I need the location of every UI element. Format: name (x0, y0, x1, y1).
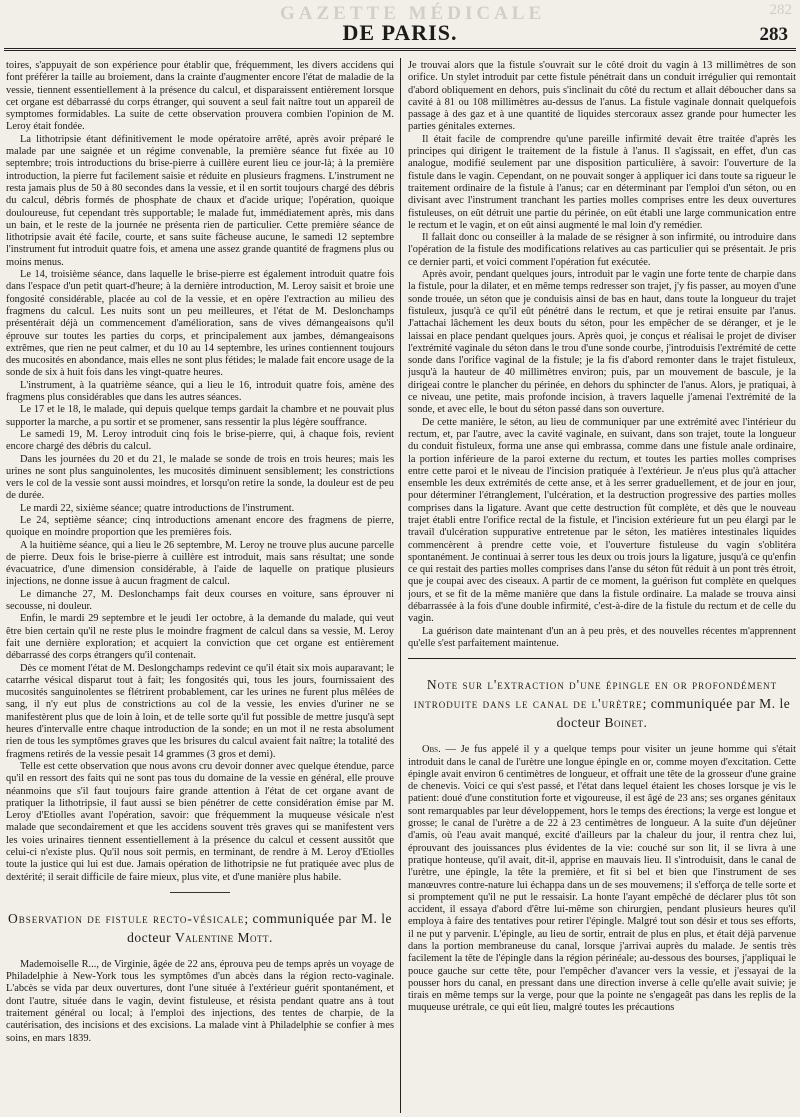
section-title: Observation de fistule recto-vésicale (8, 910, 245, 926)
right-column (408, 60, 796, 1110)
paragraph: Le dimanche 27, M. Deslonchamps fait deux courses en voiture, sans éprouver ni secousse, ni douleur. (6, 588, 394, 613)
paragraph: Telle est cette observation que nous avons cru devoir donner avec quelque étendue, parce qu'il en ressort des faits qui ne sont pas tous du domaine de la vessie en général, elle prouve néanmoins que s'il faut toujours faire grande attention à l'état de cet organe avant de pratiquer la lithotripsie, il faut aussi se bien pénétrer de cette considération émise par M. Leroy d'Etiolles avant l'opération, savoir: que fréquemment la muqueuse vésicale n'est malade que secondairement et que les accidens souvent très graves qui se manifestent vers les voies urinaires tiennent essentiellement à la présence du calcul et cessent aussitôt que celui-ci n'existe plus. Qu'il nous soit permis, en terminant, de rendre à M. Leroy d'Etiolles toute la justice qui lui est due. Jamais opération de lithotripsie ne fut pratiquée avec plus de dextérité; il serait difficile de faire mieux, plus vite, et d'une manière plus habile. (6, 760, 394, 883)
observation-label: Obs. (422, 744, 441, 756)
section-author: Boinet. (604, 715, 648, 731)
page-header-title: DE PARIS. (342, 20, 458, 45)
section-author: Valentine Mott. (174, 929, 273, 945)
paragraph: A la huitième séance, qui a lieu le 26 septembre, M. Leroy ne trouve plus aucune parcelle de pierre. Deux fois le brise-pierre à cuillère est introduit, mais sans résultat; une sonde évacuatrice, d'une dimension considérable, à l'aide de laquelle on pratique plusieurs injections, ne donne issue à aucun fragment de calcul. (6, 539, 394, 588)
paragraph: Dès ce moment l'état de M. Deslongchamps redevint ce qu'il était six mois auparavant; le catarrhe vésical disparut tout à fait; les fongosités qui, tous les jours, fournissaient des mucosités sanguinolentes se flétrirent probablement, car les urines ne furent plus mêlées de sang, il n'y eut plus de constrictions au col de la vessie, les envies d'uriner ne se manifestèrent plus que de loin à loin, et de telle sorte qu'il fut possible de mettre jusqu'à sept heures d'intervalle entre chaque introduction de la sonde; en un mot il ne resta absolument rien de tous les symptômes graves que les brisures du calcul avaient fait naître; la totalité des fragmens retirés de la vessie pesait 14 grammes (3 gros et demi). (6, 662, 394, 760)
paragraph: Le 17 et le 18, le malade, qui depuis quelque temps gardait la chambre et ne pouvait plus supporter la marche, a pu sortir et se promener, sans ressentir la plus légère souffrance. (6, 404, 394, 428)
paragraph: L'instrument, à la quatrième séance, qui a lieu le 16, introduit quatre fois, amène des fragmens plus considérables que dans les autres séances. (6, 379, 394, 404)
left-column (6, 60, 394, 1110)
column-divider (400, 58, 401, 1113)
paragraph: De cette manière, le séton, au lieu de communiquer par une extrémité avec l'intérieur du rectum, et, par l'autre, avec la cavité vaginale, en suivant, dans son trajet, toute la longueur du conduit fistuleux, forma une anse qui embrassa, comme dans une fistule anale ordinaire, la portion inférieure de la paroi externe du rectum, et toutes les parties molles comprises entre cette paroi et le niveau de l'incision pratiquée à l'extérieur. Je n'eus plus qu'à attacher ensemble les deux extrémités de cette anse, et à les serrer graduellement, et de jour en jour, pour déterminer l'étranglement, l'ulcération, et la destruction progressive des parties molles comprises dans la ligature. Avant que cette destruction fût complète, et dès que le nouveau trajet établi entre l'orifice rectal de la fistule, et l'incision extérieure fut un peu élargi par le travail d'ulcération suppurative entretenue par le séton, les matières intestinales liquides commencèrent à prendre cette voie, et l'ouverture fistuleuse du vagin s'oblitéra spontanément. Je continuai à serrer tous les deux ou trois jours la ligature, jusqu'à ce qu'enfin ce qui restait des parties molles comprises dans l'anse du séton fût réduit à un pont très étroit, que je coupai avec des ciseaux. A partir de ce moment, la guérison fut complète en quelques jours, et se fit de la même manière que dans la fistule ordinaire. La malade se trouva ainsi débarrassée à la fois d'une double infirmité, c'est-à-dire de la fistule du rectum et de celle du vagin. (408, 416, 796, 625)
section-communicated: ; communiquée par M. le docteur (127, 910, 392, 945)
paragraph: La guérison date maintenant d'un an à peu près, et des nouvelles récentes m'apprennent qu'elle s'est parfaitement maintenue. (408, 625, 796, 649)
section-separator (408, 658, 796, 659)
paragraph: Le samedi 19, M. Leroy introduit cinq fois le brise-pierre, qui, à chaque fois, revient encore chargé des débris du calcul. (6, 428, 394, 453)
paragraph: Il fallait donc ou conseiller à la malade de se résigner à son infirmité, ou introduire dans l'opération de la fistule des modifications relatives au cas particulier qui se présentait. Je pris ce dernier parti, et voici comment l'opération fut exécutée. (408, 232, 796, 268)
paragraph: Après avoir, pendant quelques jours, introduit par le vagin une forte tente de charpie dans la fistule, pour la dilater, et en même temps redresser son trajet, j'y fis passer, au moyen d'une sonde trouée, un séton que je conduisis ainsi de bas en haut, dans toute la longueur du trajet fistuleux, jusqu'à ce qu'il eût pénétré dans le rectum, et que je retirai ensuite par l'anus. J'attachai lâchement les deux bouts du séton, pour les empêcher de se déranger, et je le laissai en place pendant quelques jours. Après quoi, je conçus et réalisai le projet de diviser l'extrémité vaginale du séton dans le trou d'une sonde courbe, j'introduisis l'extrémité de cette sonde dans l'orifice vaginal de la fistule; je la fis d'abord remonter dans le trajet fistuleux, jusqu'à la hauteur de 40 millimètres environ; puis, par un mouvement de bascule, je la dirigeai contre le plancher du périnée, en dehors du sphincter de l'anus. Alors, je pratiquai, à ce niveau, une petite, mais profonde incision, à travers laquelle j'amenai l'extrémité de la sonde, et avec elle, le bout du séton passé dans son ouverture. (408, 269, 796, 416)
section-separator (170, 892, 230, 893)
paragraph: Il était facile de comprendre qu'une pareille infirmité devait être traitée d'après les principes qui dirigent le traitement de la fistule à l'anus. Il s'agissait, en effet, d'un cas analogue, modifié seulement par une disposition particulière, à savoir: l'ouverture de la fistule dans le vagin. Cependant, on ne pouvait songer à appliquer ici dans toute sa rigueur le traitement ordinaire de la fistule à l'anus; car en déterminant par l'emploi d'un séton, ou en divisant avec l'instrument tranchant les parties molles comprises entre les deux ouvertures fistuleuses, on eût détruit une partie du périnée, on eût établi une large communication entre le rectum et le vagin, et on eût ainsi augmenté le mal loin d'y remédier. (408, 133, 796, 231)
header-rule (4, 48, 796, 51)
section-heading (408, 675, 796, 732)
section-title: Note sur l'extraction d'une épingle en or profondément introduite dans le canal de l'urètre (413, 677, 778, 712)
paragraph: La lithotripsie étant définitivement le mode opératoire arrêté, après avoir préparé le malade par une saignée et un régime convenable, la première séance fut fixée au 10 septembre; trois introductions du brise-pierre à cuillère eurent lieu ce jour-là; à la première introduction, la pierre fut facilement saisie et réduite en plusieurs fragmens. L'instrument ne resta jamais plus de 50 à 80 secondes dans la vessie, et il en sortit toujours chargé des débris du calcul, débris formés de phosphate de chaux et d'acide urique; l'opération, quoique douloureuse, fut cependant très supportable; le malade fut, immédiatement après, mis dans un bain, et le reste de la journée ne présenta rien de particulier. Cette première séance de lithotripsie avait été facile, courte, et sans suite fâcheuse aucune, le samedi 12 septembre l'instrument fut introduit quatre fois, et amena une assez grande quantité de fragmens plus ou moins menus. (6, 133, 394, 268)
bleed-through-page-number: 282 (769, 2, 792, 18)
paragraph: Le mardi 22, sixième séance; quatre introductions de l'instrument. (20, 502, 295, 514)
section-heading (6, 909, 394, 947)
paragraph: Mademoiselle R..., de Virginie, âgée de 22 ans, éprouva peu de temps après un voyage de Philadelphie à New-York tous les symptômes d'un abcès dans la région recto-vaginale. L'abcès se vida par deux ouvertures, dont l'une située à l'extérieur guérit spontanément, et dont l'autre, située dans le vagin, devint fistuleuse, et résista pendant quatre ans à tout traitement général ou local; à l'emploi des injections, des tentes de charpie, de la cautérisation, des incisions et des excisions. La malade vint à Philadelphie se confier à mes soins, en mars 1839. (6, 958, 394, 1044)
paragraph: toires, s'appuyait de son expérience pour établir que, fréquemment, les divers accidens qui font préférer la taille au broiement, dans la crainte d'augmenter encore l'état de maladie de la vessie, tiennent essentiellement à la présence du calcul, et disparaissent entièrement lorsque cet organe est débarrassé du corps étranger, qui souvent a seul fait naître tout un appareil de symptomes formidables. La suite de cette observation prouvera combien l'opinion de M. Leroy était fondée. (6, 60, 394, 133)
bleed-through-header: GAZETTE MÉDICALE (280, 3, 546, 24)
paragraph: Je trouvai alors que la fistule s'ouvrait sur le côté droit du vagin à 13 millimètres de son orifice. Un stylet introduit par cette fistule pénétrait dans un conduit irrégulier qui remontait d'abord obliquement en dehors, puis s'inclinait du côté du rectum et allait déboucher dans sa cavité à 81 ou 108 millimètres au-dessus de l'anus. La fistule vaginale donnait quelquefois passage à des gaz et à une quantité de liquides stercoraux assez grande pour humecter les parties génitales externes. (408, 60, 796, 133)
paragraph: Enfin, le mardi 29 septembre et le jeudi 1er octobre, à la demande du malade, qui veut être bien certain qu'il ne reste plus le moindre fragment de calcul dans sa vessie, M. Leroy fait une dernière exploration; et acquiert la conviction que cet organe est entièrement débarrassé des corps étrangers qu'il contenait. (6, 613, 394, 662)
paragraph: — Je fus appelé il y a quelque temps pour visiter un jeune homme qui s'était introduit dans le canal de l'urètre une longue épingle en or, comme moyen d'excitation. Cette épingle avait environ 6 centimètres de longueur, et offrait une tête de la grosseur d'une graine de chenevis. Voici ce qui s'est passé, et l'état dans lequel étaient les choses lorsque je vis le patient: doué d'une constitution forte et vigoureuse, il est âgé de 23 ans; ses organes génitaux sont remarquables par leur développement, hors le temps des érections; la verge est longue et grosse; le canal de l'urètre a de 22 à 23 centimètres de longueur. A la suite d'un déjeûner d'amis, où l'eau avait manqué, excité d'ailleurs par la chaleur du jour, il rentra chez lui, éprouvant des jouissances plus évidentes de la vie: couché sur son lit, il se livra à une pratique honteuse, qu'il avait, dit-il, apprise en mauvais lieu. Il s'introduisit, dans le canal de l'urètre, une épingle, la tête la première, et fit si bel et bien que l'instrument de ses manœuvres contre-nature lui échappa dans un de ses mouvemens; il s'efforça de telle sorte et si promptement qu'il ne put le ressaisir. La honte l'ayant empêché de déclarer plus tôt son accident, il essaya d'abord d'être lui-même son chirurgien, pendant plusieurs heures qu'il employa à faire des tentatives pour retirer l'épingle. Malgré tout son désir et tous ses efforts, il ne put y parvenir. L'épingle, au lieu de sortir, entrait de plus en plus, et était déjà parvenue dans la portion membraneuse du canal, lorsque j'arrivai auprès du malade. Je sentis très facilement la tête de l'épingle dans la région périnéale; au-dessous des bourses, j'appliquai le pouce gauche sur cette tête, pour l'empêcher d'avancer vers la vessie, et j'essayai de la pousser hors du canal, en pressant dans une direction inverse à celle qu'elle avait suivie; je tirais en même temps sur la verge, pour que la pointe ne s'engageât pas dans les replis de la muqueuse urétrale, ce qui eût lieu, malgré toutes les précautions (408, 744, 796, 1014)
paragraph: Le 24, septième séance; cinq introductions amenant encore des fragmens de pierre, quoique en moindre proportion que les premières fois. (6, 514, 394, 539)
paragraph: Le 14, troisième séance, dans laquelle le brise-pierre est également introduit quatre fois dans l'espace d'un petit quart-d'heure; à la dernière introduction, M. Leroy saisit et broie une fongosité considérable, placée au col de la vessie, et en opère l'extraction au milieu des fragmens du calcul. Les nuits sont un peu meilleures, et l'état de M. Deslonchamps présentérait déjà un commencement d'amélioration, sans de vives démangeaisons qu'il éprouve sur toutes les parties du corps, et principalement aux jambes, démangeaisons extrêmes, que rien ne peut calmer, et du 10 au 14 septembre, les urines contiennent toujours des mucosités en abondance, mais elles ne sont plus fétides; le malade fait encore usage de la sonde de six à huit fois dans les vingt-quatre heures. (6, 269, 394, 379)
page-number: 283 (759, 24, 788, 45)
section-communicated: ; communiquée par M. le docteur (556, 696, 791, 731)
paragraph: Dans les journées du 20 et du 21, le malade se sonde de trois en trois heures; mais les urines ne sont plus sanguinolentes, les mucosités diminuent sensiblement; les constrictions vers le col de la vessie sont aussi moindres, et lorsqu'on retire la sonde, la douleur est de peu de durée. (6, 453, 394, 502)
